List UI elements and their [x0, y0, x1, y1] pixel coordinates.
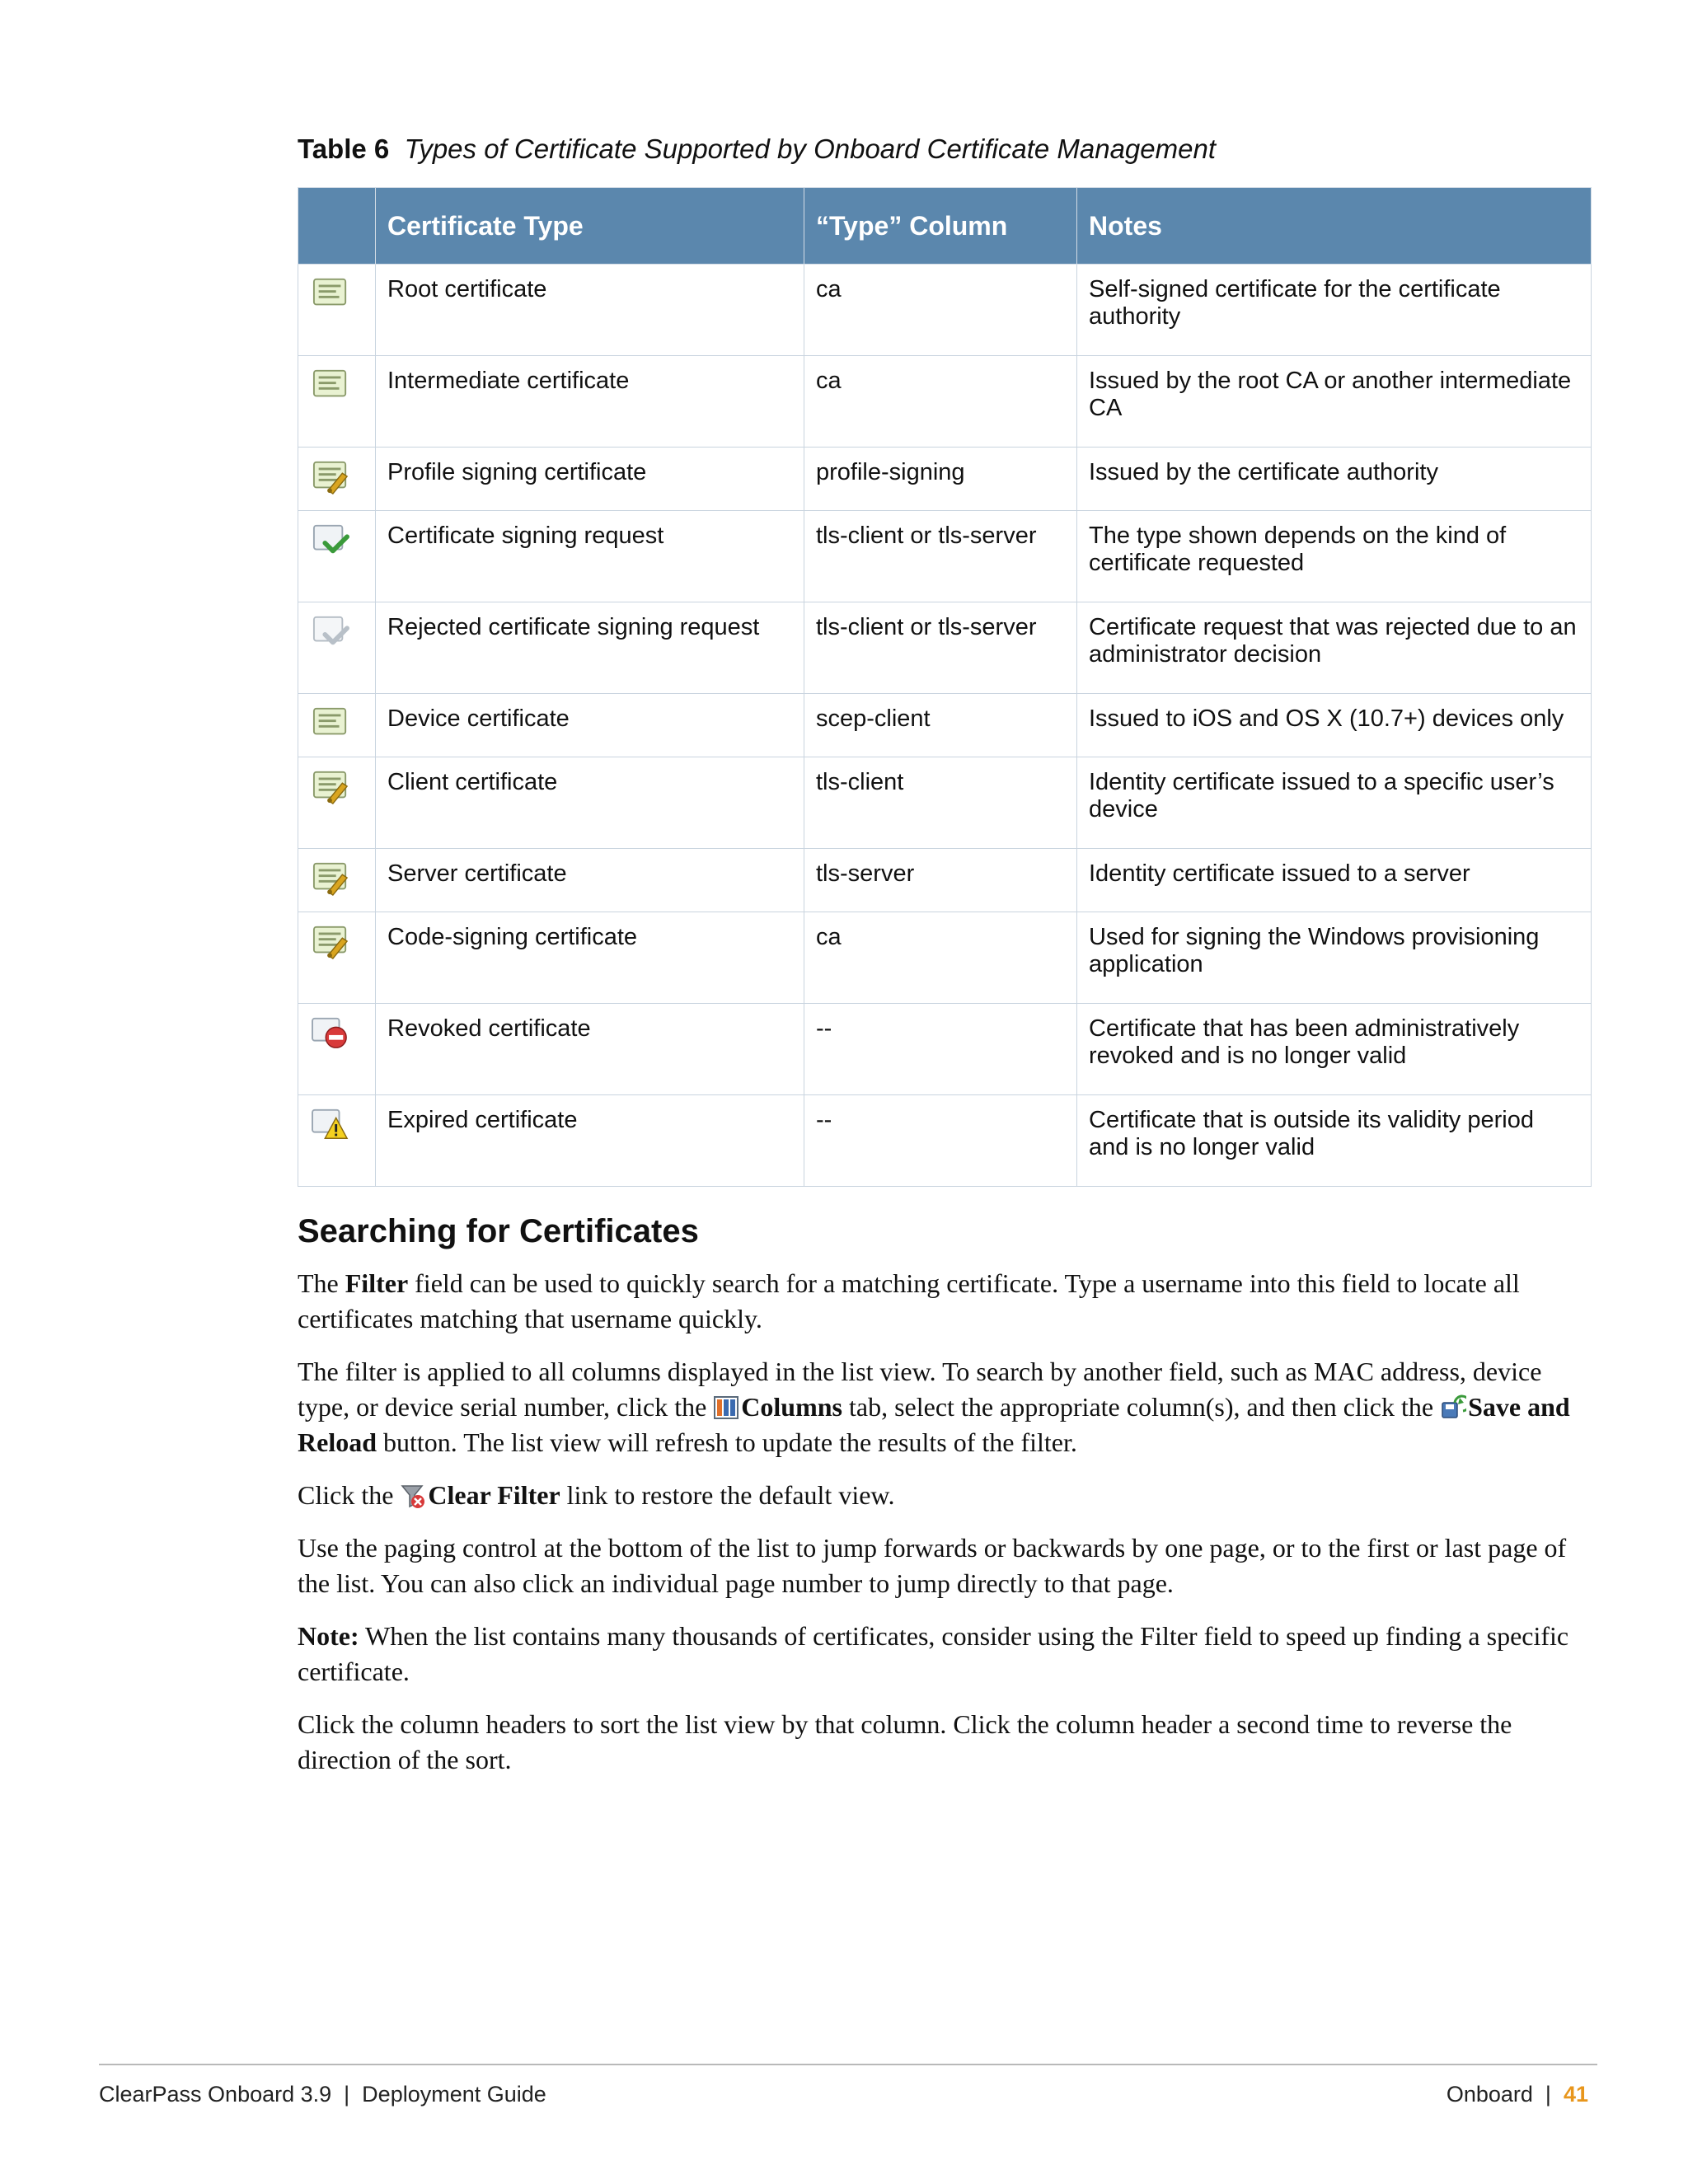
cell-notes: Self-signed certificate for the certificate authority: [1077, 265, 1592, 356]
cell-column: ca: [804, 265, 1077, 356]
table-row: [298, 511, 1592, 602]
paragraph-paging: Use the paging control at the bottom of the list to jump forwards or backwards by one page, or to the first or last page of the list. You can also click an individual page number to jump directly to that page.: [298, 1533, 1567, 1598]
header-certificate-type: Certificate Type: [376, 188, 804, 265]
cell-notes: The type shown depends on the kind of certificate requested: [1077, 511, 1592, 602]
table-row: [298, 757, 1592, 849]
clear-filter-link-ref: Clear Filter: [428, 1480, 560, 1510]
cell-column: ca: [804, 356, 1077, 448]
cell-notes: Issued to iOS and OS X (10.7+) devices only: [1077, 694, 1592, 757]
footer-page-info: [1447, 2082, 1588, 2107]
cell-column: ca: [804, 912, 1077, 1004]
cell-type: Rejected certificate signing request: [376, 602, 804, 694]
certificate-icon: [310, 705, 351, 742]
cell-notes: Certificate request that was rejected due to an administrator decision: [1077, 602, 1592, 694]
header-notes: Notes: [1077, 188, 1592, 265]
cell-type: Root certificate: [376, 265, 804, 356]
clear-filter-icon: [400, 1483, 426, 1509]
signing-certificate-icon: [310, 459, 351, 495]
signing-certificate-icon: [310, 860, 351, 897]
table-row: [298, 356, 1592, 448]
cell-notes: Certificate that is outside its validity period and is no longer valid: [1077, 1095, 1592, 1187]
table-header-row: [298, 188, 1592, 265]
certificate-icon: [310, 368, 351, 404]
cell-column: tls-client or tls-server: [804, 602, 1077, 694]
paragraph-filter: The Filter field can be used to quickly search for a matching certificate. Type a username into this field to locate all certificates matching that username quickly.: [298, 1268, 1520, 1333]
expired-certificate-icon: [310, 1107, 351, 1143]
cell-type: Code-signing certificate: [376, 912, 804, 1004]
table-row: [298, 1004, 1592, 1095]
cell-type: Server certificate: [376, 849, 804, 912]
cell-column: --: [804, 1095, 1077, 1187]
header-icon: [298, 188, 376, 265]
columns-icon: [713, 1394, 739, 1421]
cell-type: Intermediate certificate: [376, 356, 804, 448]
cell-notes: Issued by the certificate authority: [1077, 448, 1592, 511]
table-row: [298, 265, 1592, 356]
paragraph-clear-filter: Click the Clear Filter link to restore the default view.: [298, 1480, 895, 1510]
table-row: [298, 849, 1592, 912]
paragraph-sort: Click the column headers to sort the list view by that column. Click the column header a second time to reverse the direction of the sort.: [298, 1709, 1512, 1774]
cell-notes: Used for signing the Windows provisioning application: [1077, 912, 1592, 1004]
section-body: [298, 1266, 1592, 1795]
cell-column: --: [804, 1004, 1077, 1095]
certificate-types-table: [298, 187, 1592, 1187]
table-row: [298, 1095, 1592, 1187]
page-number: 41: [1563, 2082, 1588, 2107]
footer-divider: [99, 2064, 1597, 2065]
revoked-certificate-icon: [310, 1015, 351, 1052]
note-label: Note:: [298, 1621, 359, 1651]
cell-notes: Issued by the root CA or another intermediate CA: [1077, 356, 1592, 448]
cell-type: Revoked certificate: [376, 1004, 804, 1095]
cell-notes: Identity certificate issued to a specific user’s device: [1077, 757, 1592, 849]
cell-column: tls-client or tls-server: [804, 511, 1077, 602]
certificate-icon: [310, 276, 351, 312]
cell-notes: Identity certificate issued to a server: [1077, 849, 1592, 912]
cell-notes: Certificate that has been administratively revoked and is no longer valid: [1077, 1004, 1592, 1095]
table-row: [298, 912, 1592, 1004]
save-reload-button-ref: Save and Reload: [298, 1392, 1570, 1457]
header-type-column: “Type” Column: [804, 188, 1077, 265]
section-heading: Searching for Certificates: [298, 1213, 699, 1249]
paragraph-columns: The filter is applied to all columns displayed in the list view. To search by another field, such as MAC address, device type, or device serial number, click the Columns tab, select the appropriate column(s), and then click the Save and Reload button. The list view will refresh to update the results of the filter.: [298, 1357, 1570, 1457]
cell-type: Certificate signing request: [376, 511, 804, 602]
cell-column: profile-signing: [804, 448, 1077, 511]
cell-type: Client certificate: [376, 757, 804, 849]
cell-column: scep-client: [804, 694, 1077, 757]
table-row: [298, 448, 1592, 511]
cell-column: tls-client: [804, 757, 1077, 849]
rejected-request-icon: [310, 614, 351, 650]
cell-column: tls-server: [804, 849, 1077, 912]
table-label: Table 6: [298, 134, 390, 164]
footer-document-title: ClearPass Onboard 3.9 | Deployment Guide: [99, 2082, 546, 2107]
table-title: Types of Certificate Supported by Onboard Certificate Management: [404, 134, 1217, 164]
signing-request-icon: [310, 523, 351, 559]
table-row: [298, 694, 1592, 757]
table-row: [298, 602, 1592, 694]
columns-tab-ref: Columns: [741, 1392, 842, 1422]
filter-field-ref: Filter: [345, 1268, 409, 1298]
table-caption: [298, 134, 1216, 165]
cell-type: Device certificate: [376, 694, 804, 757]
signing-certificate-icon: [310, 769, 351, 805]
paragraph-note: Note: When the list contains many thousands of certificates, consider using the Filter field to speed up finding a specific certificate.: [298, 1621, 1569, 1686]
save-reload-icon: [1440, 1394, 1466, 1421]
cell-type: Profile signing certificate: [376, 448, 804, 511]
cell-type: Expired certificate: [376, 1095, 804, 1187]
signing-certificate-icon: [310, 924, 351, 960]
footer-chapter: Onboard |: [1446, 2082, 1564, 2107]
